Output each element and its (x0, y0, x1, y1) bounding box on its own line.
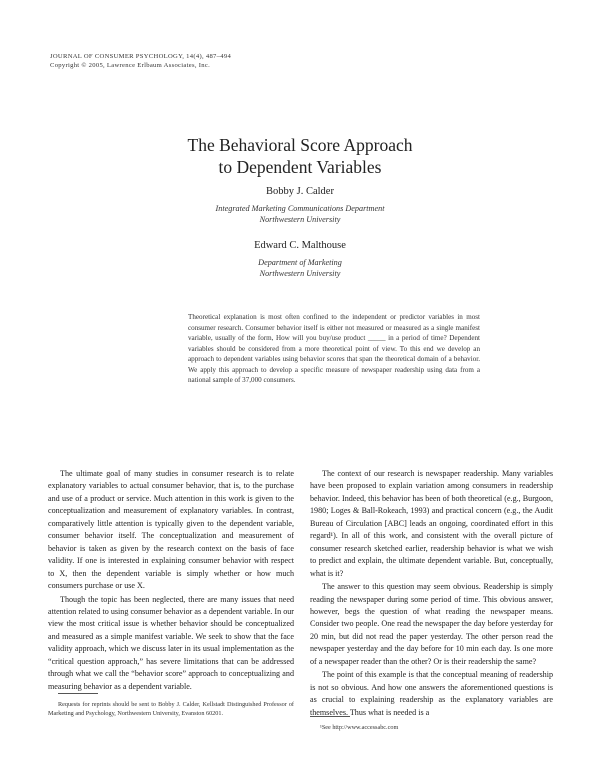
author-affiliation-2 (0, 258, 600, 279)
author-name-2: Edward C. Malthouse (254, 240, 346, 251)
paper-title (0, 134, 600, 178)
body-column-right (310, 468, 553, 719)
footnote-divider-left (58, 693, 98, 694)
abstract: Theoretical explanation is most often confined to the independent or predictor variables in most consumer research. Consumer behavior itself is either not measured or measured as a single manifest variable, usually of the form, How will you buy/use product _____ in a period of time? Dependent variables should be considered from a more theoretical point of view. To this end we develop an approach to dependent variables using behavior scores that span the theoretical domain of a behavior. We apply this approach to develop a specific measure of newspaper readership using data from a national sample of 37,000 consumers. (188, 313, 480, 385)
footnote-right (310, 723, 553, 732)
journal-header (50, 52, 231, 70)
body-paragraph: Though the topic has been neglected, there are many issues that need attention related to using consumer behavior as a dependent variable. In our view the most critical issue is whether behavior should be conceptualized and measured as a simple manifest variable. We seek to show that the face validity approach, which we discuss later in its usual implementation as the “critical question approach,” has severe limitations that can be addressed through what we call the “behavior score” approach to conceptualizing and measuring behavior as a dependent variable. (48, 594, 294, 691)
footnote-divider-right (310, 716, 350, 717)
copyright-line: Copyright © 2005, Lawrence Erlbaum Associates, Inc. (50, 62, 211, 69)
author-dept-2: Department of Marketing (258, 258, 342, 267)
title-line-2: to Dependent Variables (218, 157, 382, 177)
url-footnote: ¹See http://www.accessabc.com (320, 724, 399, 731)
author-dept-1: Integrated Marketing Communications Department (215, 204, 385, 213)
title-line-1: The Behavioral Score Approach (187, 135, 413, 155)
body-paragraph: The context of our research is newspaper readership. Many variables have been proposed to explain variation among consumers in readership behavior. Indeed, this behavior has been of both theoretical (e.g., Burgoon, 1980; Loges & Ball-Rokeach, 1993) and practical concern (e.g., the Audit Bureau of Circulation [ABC] leads an ongoing, coordinated effort in this regard¹). In all of this work, and consistent with the overall picture of consumer research sketched earlier, readership behavior is what we wish to predict and explain, the ultimate dependent variable. But, conceptually, what is it? (310, 469, 553, 578)
body-paragraph: The ultimate goal of many studies in consumer research is to relate explanatory variables to actual consumer behavior, that is, to the purchase and use of a product or service. Much attention in this work is given to the conceptualization and measurement of explanatory variables. In contrast, comparatively little attention is typically given to the dependent variable, consumer behavior itself. The conceptualization and measurement of behavior is taken as given by the research context on the basis of face validity. If one is interested in explaining consumer behavior with respect to X, then the dependent variable is simply whether or how much consumers purchase or use X. (48, 469, 294, 591)
correspondence-note: Requests for reprints should be sent to Bobby J. Calder, Kellstadt Distinguished Professor of Marketing and Psychology, Northwestern University, Evanston 60201. (48, 701, 294, 718)
body-paragraph: The answer to this question may seem obvious. Readership is simply reading the newspaper during some period of time. This obvious answer, however, begs the question of what reading the newspaper means. Consider two people. One read the newspaper the day before yesterday for 20 min, but did not read the paper yesterday. The other person read the newspaper yesterday and the day before for 10 min each day. Is one more of a newspaper reader than the other? Or is their readership the same? (310, 582, 553, 666)
body-column-left (48, 468, 294, 693)
author-name-1: Bobby J. Calder (266, 186, 334, 197)
body-paragraph: The point of this example is that the conceptual meaning of readership is not so obvious. And how one answers the aforementioned questions is as crucial to explaining readership as the explanatory variables are themselves. Thus what is needed is a (310, 670, 553, 717)
author-univ-1: Northwestern University (259, 214, 341, 224)
footnote-left (48, 700, 294, 719)
author-univ-2: Northwestern University (259, 268, 341, 278)
author-affiliation-1 (0, 204, 600, 225)
journal-citation: JOURNAL OF CONSUMER PSYCHOLOGY, 14(4), 487–494 (50, 53, 232, 60)
